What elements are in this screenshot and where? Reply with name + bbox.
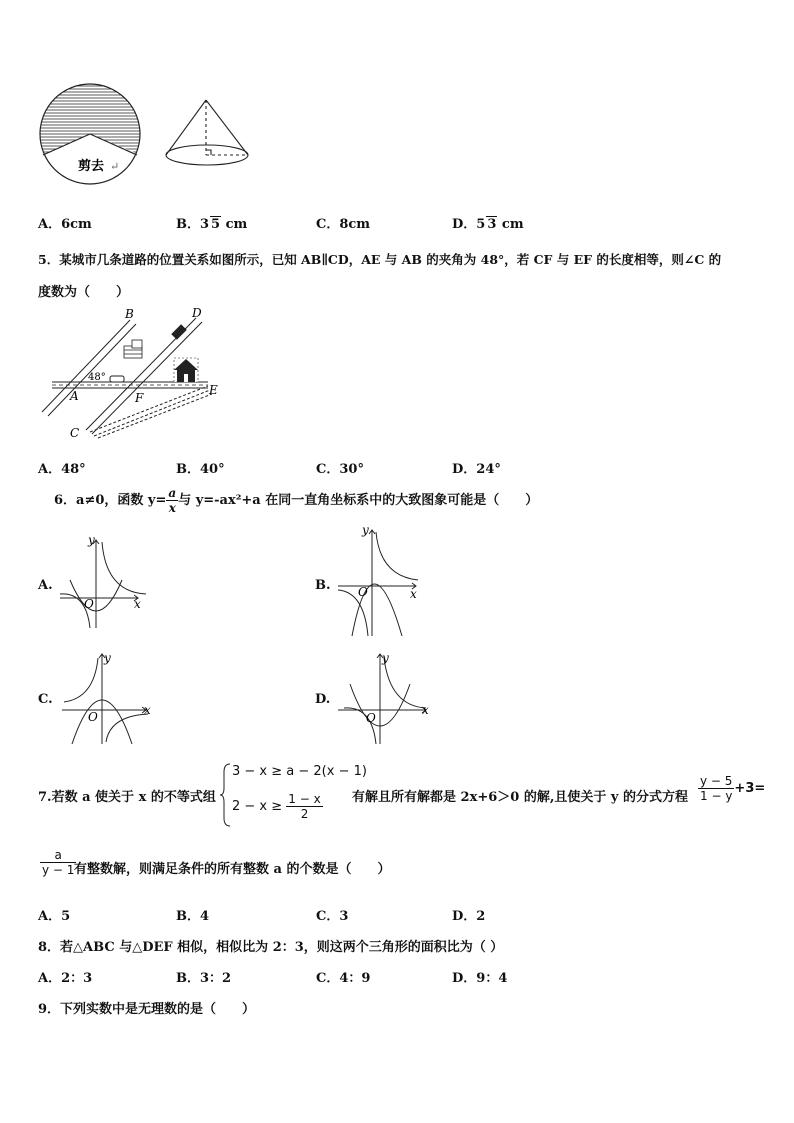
q7-line2-fraction: $\frac{a}{y - 1}$ — [42, 848, 75, 877]
x-axis-label: x — [422, 703, 429, 717]
q7-option-b[interactable]: B．4 — [176, 909, 210, 924]
q8-option-d[interactable]: D．9：4 — [452, 971, 508, 986]
q6-graph-d — [334, 648, 434, 748]
q7-stem-middle: 有解且所有解都是 2x+6＞0 的解,且使关于 y 的分式方程 — [352, 790, 688, 805]
q8-option-b[interactable]: B．3：2 — [176, 971, 232, 986]
y-axis-label: y — [382, 651, 389, 665]
point-b-label: B — [125, 307, 134, 321]
q6-graph-a — [56, 532, 156, 632]
cut-label: 剪去 — [78, 159, 105, 174]
q4-option-a[interactable]: A．6cm — [38, 217, 92, 232]
q4-option-b[interactable]: B．3 5 cm — [176, 217, 248, 232]
q6-graph-b — [334, 524, 434, 644]
cone-figure — [166, 100, 248, 165]
origin-label: O — [366, 711, 376, 725]
origin-label: O — [358, 585, 368, 599]
y-axis-label: y — [88, 533, 95, 547]
q4-option-d[interactable]: D．5 3 cm — [452, 217, 524, 232]
q4-option-c[interactable]: C．8cm — [316, 217, 371, 232]
q8-stem: 8．若△ABC 与△DEF 相似，相似比为 2：3，则这两个三角形的面积比为（ ） — [38, 940, 504, 955]
q5-option-b[interactable]: B．40° — [176, 462, 225, 477]
x-axis-label: x — [144, 703, 151, 717]
q7-option-d[interactable]: D．2 — [452, 909, 486, 924]
q6-graph-c — [58, 648, 158, 748]
q5-option-c[interactable]: C．30° — [316, 462, 364, 477]
q6-stem: 6．a≠0，函数 y= $\frac{a}{x}$ 与 y=-ax²+a 在同一直角坐标系中的大致图象可能是（ ） — [54, 486, 539, 515]
point-d-label: D — [192, 306, 202, 320]
angle-label: 48° — [88, 372, 106, 383]
q5-option-d[interactable]: D．24° — [452, 462, 501, 477]
q5-stem-line1: 5．某城市几条道路的位置关系如图所示，已知 AB∥CD，AE 与 AB 的夹角为 48°，若 CF 与 EF 的长度相等，则∠C 的 — [38, 252, 722, 267]
q7-option-a[interactable]: A．5 — [38, 909, 71, 924]
q8-option-c[interactable]: C．4：9 — [316, 971, 371, 986]
q5-stem-line2: 度数为（ ） — [38, 285, 130, 300]
x-axis-label: x — [134, 597, 141, 611]
q7-inequality-1: 3 − x ≥ a − 2(x − 1) — [232, 764, 367, 779]
point-f-label: F — [135, 391, 144, 405]
y-axis-label: y — [104, 651, 111, 665]
q6-option-a[interactable]: A. — [38, 578, 53, 593]
x-axis-label: x — [410, 587, 417, 601]
building-icon — [124, 340, 142, 358]
house-icon — [174, 358, 198, 382]
q7-inequality-2: 2 − x ≥ $\frac{1 - x}{2}$ — [232, 792, 321, 821]
q7-system-brace — [220, 762, 232, 828]
point-c-label: C — [70, 426, 80, 440]
origin-label: O — [88, 710, 98, 724]
q7-option-c[interactable]: C．3 — [316, 909, 349, 924]
circle-hatching — [38, 86, 148, 190]
q4-figure — [38, 80, 268, 195]
origin-label: O — [84, 597, 94, 611]
q7-stem-prefix: 7.若数 a 使关于 x 的不等式组 — [38, 790, 216, 805]
q7-equation: $\frac{y - 5}{1 - y}$ +3= — [700, 774, 766, 803]
point-a-label: A — [70, 389, 79, 403]
q6-option-b[interactable]: B. — [315, 578, 331, 593]
q7-stem-line2: 有整数解，则满足条件的所有整数 a 的个数是（ ） — [74, 862, 391, 877]
q9-stem: 9．下列实数中是无理数的是（ ） — [38, 1002, 256, 1017]
q5-option-a[interactable]: A．48° — [38, 462, 86, 477]
q6-option-c[interactable]: C. — [38, 692, 53, 707]
q6-option-d[interactable]: D. — [315, 692, 331, 707]
point-e-label: E — [209, 383, 218, 397]
svg-text:↵: ↵ — [110, 160, 120, 173]
y-axis-label: y — [362, 524, 369, 537]
q5-road-figure — [38, 306, 238, 446]
q8-option-a[interactable]: A．2：3 — [38, 971, 93, 986]
